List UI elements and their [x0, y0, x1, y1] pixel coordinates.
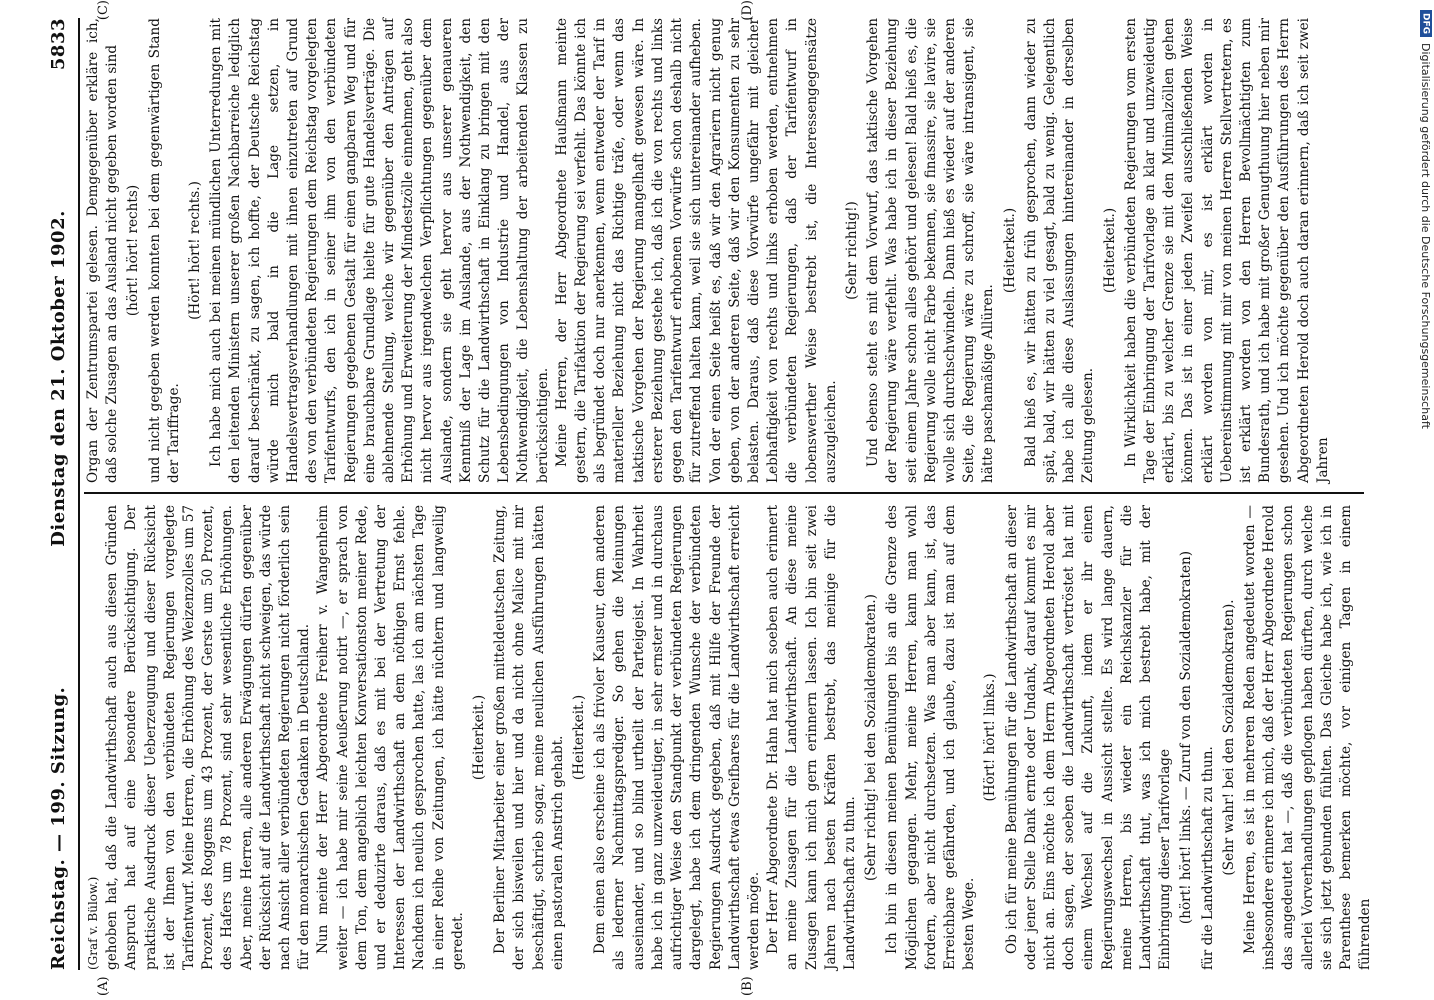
paragraph: Nun meinte der Herr Abgeordnete Freiherr v. Wangenheim weiter — ich habe mir seine Aeußerung notirt —, er sprach von dem Ton, dem angeblich leichten Konversationston meiner Rede, und er deduzirte daraus, daß es mit bei der Vertretung der Interessen der Landwirthschaft an dem nöthigen Ernst fehle. Nachdem ich neulich gesprochen hatte, las ich am nächsten Tage in einer Reihe von Zeitungen, ich hätte nüchtern und langweilig geredet.	[315, 505, 466, 970]
paragraph: Organ der Zentrumspartei gelesen. Demgegenüber erkläre ich, daß solche Zusagen an das Ausland nicht gegeben worden sind	[85, 18, 121, 483]
interjection: (Heiterkeit.)	[471, 694, 488, 781]
paragraph: Und ebenso steht es mit dem Vorwurf, das taktische Vorgehen der Regierung wäre verfehlt. Was habe ich in dieser Beziehung seit einem Jahre schon alles gehört und gelesen! Bald hieß es, die Regierung wolle nicht Farbe bekennen, sie finassire, sie lavire, sie wolle sich durchschwindeln. Dann hieß es wieder auf der anderen Seite, die Regierung wäre zu schroff, sie wäre intransigent, sie hätte paschamäßige Allüren.	[865, 18, 997, 483]
header-left: Reichstag. — 199. Sitzung.	[48, 686, 69, 970]
margin-marker-a: (A)	[96, 976, 111, 996]
interjection: (Hört! hört! links.)	[982, 673, 999, 802]
interjection: (Sehr wahr! bei den Sozialdemokraten).	[1220, 599, 1237, 876]
paragraph: Meine Herren, der Herr Abgeordnete Haußmann meinte gestern, die Tarifaktion der Regierung sei verfehlt. Das könnte ich als begründet doch nur anerkennen, wenn entweder der Tarif in materieller Beziehung nicht das Richtige träfe, oder wenn das taktische Vorgehen der Regierung mangelhaft gewesen wäre. In ersterer Beziehung gestehe ich, daß ich die von rechts und links gegen den Tarifentwurf erhobenen Vorwürfe schon deshalb nicht für zutreffend halten kann, weil sie sich untereinander aufheben. Von der einen Seite heißt es, daß wir den Agrariern nicht genug geben, von der anderen Seite, daß wir den Konsumenten zu sehr belasten. Daraus, daß diese Vorwürfe ungefähr mit gleicher Lebhaftigkeit von rechts und links erhoben werden, entnehmen die verbündeten Regierungen, daß der Tarifentwurf in lobenswerther Weise bestrebt ist, die Interessengegensätze auszugleichen.	[553, 18, 839, 483]
interjection: (hört! hört! links. — Zuruf von den Sozialdemokraten)	[1178, 550, 1195, 925]
interjection: (Heiterkeit.)	[1001, 207, 1018, 294]
interjection: (Hört! hört! rechts.)	[187, 181, 204, 320]
paragraph: gehoben hat, daß die Landwirthschaft auch aus diesen Gründen Anspruch hat auf eine besondere Berücksichtigung. Der praktische Ausdruck dieser Ueberzeugung und dieser Rücksicht ist der Ihnen von den verbündeten Regierungen vorgelegte Tarifentwurf. Meine Herren, die Erhöhung des Weizenzolles um 57 Prozent, des Roggens um 43 Prozent, der Gerste um 50 Prozent, des Hafers um 78 Prozent, sind sehr wesentliche Erhöhungen. Aber, meine Herren, alle anderen Erwägungen dürfen gegenüber der Rücksicht auf die Landwirthschaft nicht schweigen, das würde nach Ansicht aller verbündeten Regierungen nicht förderlich sein für den monarchischen Gedanken in Deutschland.	[104, 505, 313, 970]
interjection: (Heiterkeit.)	[1101, 207, 1118, 294]
page-header	[48, 18, 76, 970]
paragraph: Dem einen also erscheine ich als frivoler Kauseur, dem anderen als lederner Nachmittagsprediger. So gehen die Meinungen auseinander, und so blind urtheilt der Parteigeist. In Wahrheit habe ich in ganz unzweideutiger, in sehr ernster und in durchaus aufrichtiger Weise den Standpunkt der verbündeten Regierungen dargelegt, habe ich dem dringenden Wunsche der verbündeten Regierungen Ausdruck gegeben, daß mit Hilfe der Freunde der Landwirthschaft etwas Greifbares für die Landwirthschaft erreicht werden möge.	[592, 505, 762, 970]
header-center: Dienstag den 21. Oktober 1902.	[48, 210, 69, 547]
speaker-tag: (Graf v. Bülow.)	[86, 876, 100, 970]
paragraph: Ob ich für meine Bemühungen für die Landwirthschaft an dieser oder jener Stelle Dank ernte oder Undank, darauf kommt es mir nicht an. Eins möchte ich dem Herrn Abgeordneten Herold aber doch sagen, der soeben die Landwirthschaft vertröstet hat mit einem Wechsel auf die Zukunft, indem er ihr einen Regierungswechsel in Aussicht stellte. Es wird lange dauern, meine Herren, bis wieder ein Reichskanzler für die Landwirthschaft thut, was ich mich bestrebt habe, mit der Einbringung dieser Tarifvorlage	[1003, 505, 1174, 970]
page-number: 5833	[48, 18, 69, 71]
column-divider	[84, 492, 1364, 494]
interjection: (Sehr richtig!)	[843, 201, 860, 300]
paragraph: Ich bin in diesen meinen Bemühungen bis an die Grenze des Möglichen gegangen. Mehr, meine Herren, kann man wohl fordern, aber nicht durchsetzen. Was man aber kann, ist, das Erreichbare gefährden, und ich glaube, dazu ist man auf dem besten Wege.	[884, 505, 978, 970]
margin-marker-d: (D)	[740, 0, 755, 21]
paragraph: Der Berliner Mitarbeiter einer großen mitteldeutschen Zeitung, der sich bisweilen und hier und da nicht ohne Malice mit mir beschäftigt, schrieb sogar, meine neulichen Ausführungen hätten einen pastoralen Anstrich gehabt.	[492, 505, 566, 970]
digitization-text: Digitalisierung gefördert durch die Deutsche Forschungsgemeinschaft	[1419, 43, 1432, 429]
paragraph: In Wirklichkeit haben die verbündeten Regierungen vom ersten Tage der Einbringung der Tarifvorlage an klar und unzweideutig erklärt, bis zu welcher Grenze sie mit den Minimalzöllen gehen können. Das ist in einer jeden Zweifel ausschließenden Weise erklärt worden von mir, es ist erklärt worden in Uebereinstimmung mit mir von meinen Herren Stellvertretern, es ist erklärt worden von den Herren Bevollmächtigten zum Bundesrath, und ich habe mit großer Genugthuung hier neben mir gesehen. Und ich möchte gegenüber den Ausführungen des Herrn Abgeordneten Herold doch auch daran erinnern, daß ich seit zwei Jahren	[1122, 18, 1331, 483]
paragraph: Der Herr Abgeordnete Dr. Hahn hat mich soeben auch erinnert an meine Zusagen für die Landwirthschaft. An diese meine Zusagen kann ich mich gern erinnern lassen. Ich bin seit zwei Jahren nach besten Kräften bestrebt, das meinige für die Landwirthschaft zu thun.	[765, 505, 858, 970]
paragraph: Ich habe mich auch bei meinen mündlichen Unterredungen mit den leitenden Ministern unserer großen Nachbarreiche lediglich darauf beschränkt, zu sagen, ich hoffte, der Deutsche Reichstag würde mich bald in die Lage setzen, in Handelsvertragsverhandlungen mit ihnen einzutreten auf Grund des von den verbündeten Regierungen dem Reichstag vorgelegten Tarifentwurfs, den ich in seiner ihm von den verbündeten Regierungen gegebenen Gestalt für einen gangbaren Weg und für eine brauchbare Grundlage hielte für gute Handelsverträge. Die ablehnende Stellung, welche wir gegenüber den Anträgen auf Erhöhung und Erweiterung der Mindestzölle einnehmen, geht also nicht hervor aus irgendwelchen Verpflichtungen gegenüber dem Auslande, sondern sie geht hervor aus unserer genaueren Kenntniß der Lage im Auslande, aus der Nothwendigkeit, den Schutz für die Landwirthschaft in Einklang zu bringen mit den Lebensbedingungen von Industrie und Handel, aus der Nothwendigkeit, die Lebenshaltung der arbeitenden Klassen zu berücksichtigen.	[208, 18, 551, 483]
header-rule	[78, 18, 80, 970]
paragraph: Meine Herren, es ist in mehreren Reden angedeutet worden — insbesondere erinnere ich mich, daß der Herr Abgeordnete Herold das angedeutet hat —, daß die verbündeten Regierungen schon allerlei Vorverhandlungen gepflogen haben dürften, durch welche sie sich jetzt gebunden fühlten. Das Gleiche habe ich, wie ich in Parenthese bemerken möchte, vor einigen Tagen in einem führenden	[1241, 505, 1374, 970]
interjection: (Heiterkeit.)	[571, 694, 588, 781]
paragraph: für die Landwirthschaft zu thun.	[1199, 746, 1216, 970]
newspaper-page	[40, 0, 1400, 1000]
paragraph: und nicht gegeben werden konnten bei dem gegenwärtigen Stand der Tariffrage.	[146, 18, 182, 483]
margin-marker-c: (C)	[96, 0, 111, 21]
paragraph: Bald hieß es, wir hätten zu früh gesprochen, dann wieder zu spät, bald, wir hätten zu viel gesagt, bald zu wenig. Gelegentlich habe ich alle diese Auslassungen hintereinander in derselben Zeitung gelesen.	[1022, 18, 1097, 483]
dfg-logo: DFG	[1420, 10, 1432, 37]
digitization-note	[1419, 10, 1432, 429]
interjection: (Sehr richtig! bei den Sozialdemokraten.)	[863, 594, 880, 881]
margin-marker-b: (B)	[740, 976, 755, 996]
left-column	[84, 505, 1374, 970]
interjection: (hört! hört! rechts)	[125, 184, 142, 317]
text-columns	[84, 18, 1374, 970]
right-column	[84, 18, 1364, 483]
